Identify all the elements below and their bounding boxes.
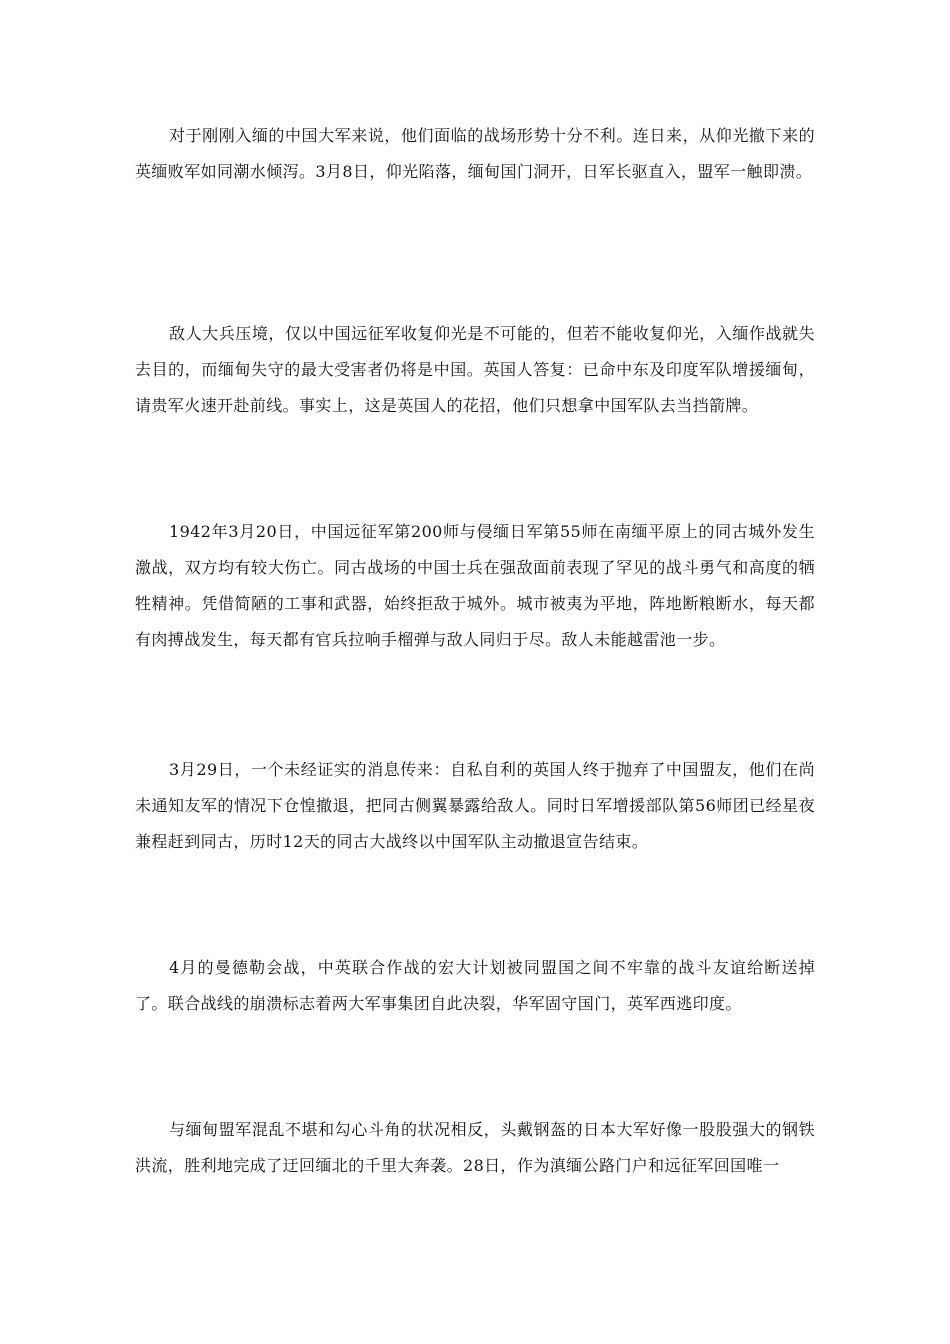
paragraph: 与缅甸盟军混乱不堪和勾心斗角的状况相反，头戴钢盔的日本大军好像一股股强大的钢铁洪流，胜利地完成了迂回缅北的千里大奔袭。28日，作为滇缅公路门户和远征军回国唯一 [135,1120,815,1175]
paragraph: 对于刚刚入缅的中国大军来说，他们面临的战场形势十分不利。连日来，从仰光撤下来的英缅败军如同潮水倾泻。3月8日，仰光陷落，缅甸国门洞开，日军长驱直入，盟军一触即溃。 [135,126,815,181]
paragraph: 3月29日，一个未经证实的消息传来：自私自利的英国人终于抛弃了中国盟友，他们在尚未通知友军的情况下仓惶撤退，把同古侧翼暴露给敌人。同时日军增援部队第56师团已经星夜兼程赶到同古，历时12天的同古大战终以中国军队主动撤退宣告结束。 [135,760,815,851]
paragraph: 1942年3月20日，中国远征军第200师与侵缅日军第55师在南缅平原上的同古城外发生激战，双方均有较大伤亡。同古战场的中国士兵在强敌面前表现了罕见的战斗勇气和高度的牺牲精神。凭借简陋的工事和武器，始终拒敌于城外。城市被夷为平地，阵地断粮断水，每天都有肉搏战发生，每天都有官兵拉响手榴弹与敌人同归于尽。敌人未能越雷池一步。 [135,522,815,649]
paragraph: 敌人大兵压境，仅以中国远征军收复仰光是不可能的，但若不能收复仰光，入缅作战就失去目的，而缅甸失守的最大受害者仍将是中国。英国人答复：已命中东及印度军队增援缅甸，请贵军火速开赴前线。事实上，这是英国人的花招，他们只想拿中国军队去当挡箭牌。 [135,324,815,415]
paragraph: 4月的曼德勒会战，中英联合作战的宏大计划被同盟国之间不牢靠的战斗友谊给断送掉了。联合战线的崩溃标志着两大军事集团自此决裂，华军固守国门，英军西逃印度。 [135,958,815,1013]
